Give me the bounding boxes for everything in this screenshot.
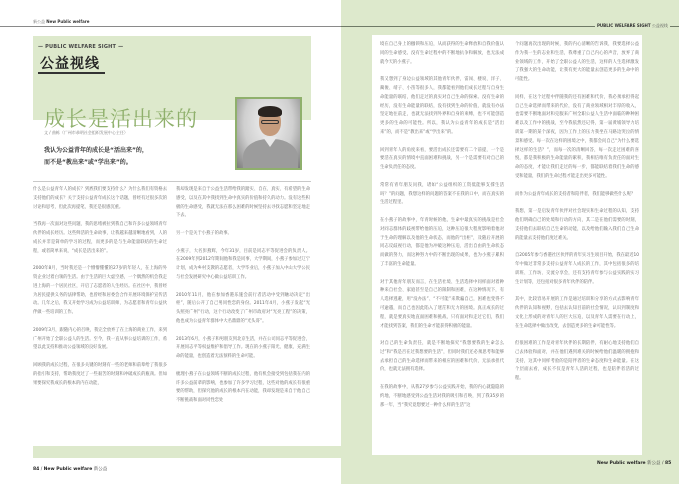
folio-cn: 新公益: [647, 461, 661, 466]
paragraph: 但很困难的工作是对青年伙伴的长期陪伴，有耐心地支持他们自己去体验和面对，并在他们遇到难关的时候给他们温暖的拥抱和支持，这其中同样考验的是陪伴者的生命态度和生命能量。在这个层面去看，成长不仅是青年人活的过程，也是陪伴者活的过程。: [515, 341, 639, 382]
running-head-en: New Public welfare: [46, 19, 90, 24]
paragraph: 我又想到了身边公益领域的其他青年伙伴，雷闯、楼说、洋子、蔺俊、靖子、小笛等很多人，我都能看到他们成长过程与自身生命能量的联结，他们走过的真实对自己生命的探索。没有生命的经历，没有生命能量的联结，没有找到生命的价值，就没有办法坚定地往前走，也就无法找到外界和自身的束缚，也不可能创造更多的生命的可能性。所以，我认为公益青年的成长是“活出来”的，而不是“教出来”或“学出来”的。: [380, 77, 504, 135]
author-portrait: [235, 97, 302, 170]
divider: [33, 181, 311, 182]
glasses-icon: [261, 120, 279, 124]
left-column-2: [176, 186, 310, 415]
paragraph: 小燕子，大名彭燕辉，今年31岁，目前是同志平等促进会的负责人。在2009年到2012年期间他和我是同事，大学期间，小燕子参加过辽宁计划，成为乡村支教的志愿者，大学毕业后，小燕子加入中山大学公民与社会发展研究中心做公益培训工作。: [176, 248, 310, 280]
paragraph: 对自己的生命负责任，就是不断地探究“我想要我的生命怎么过”和“我是否在过我想要的生活”，但同时我们还必须思考和能够去承担自己的生命选择而带来的相应的困难和代价，无法承担代价，也就无法拥有选择。: [380, 341, 504, 373]
left-column-1: [33, 186, 167, 397]
footer-band: [33, 446, 341, 458]
paragraph: 我想，第一是启发青年伙伴对社会现实和生命过程的认知，支持他们明确自己的处境和行动的方向，其二是在他们需要的时刻，支持他们去联结自己生命的动能，以及给他们输入我们自己生命的能量去支持他们度过难关。: [515, 209, 639, 241]
paragraph: 当我再一次面对这些问题，我的思绪被拉到我自己和许多公益领域青年伙伴的成长经历。这些鲜活的生命故事，让我越来越清晰地看到，人的成长并非是简单的学习的过程，而更多的是与生命能量联结的生命过程，或者简单来说，“成长是活出来的”。: [33, 222, 167, 254]
paragraph: 什么是公益青年人的成长？到底我们要支持什么？为什么我们有资格去支持他们的成长？关于支持公益青年成长这个话题，曾经有过很多次的讨论和思考，但此次再提笔，我还是很感沉重。: [33, 187, 167, 210]
running-head-left: [33, 19, 89, 25]
paragraph: 在小燕子的故事中，年青时候的他，生命中最真实的挑战是社会对同志群体的歧视带给他的压迫，这种压迫很大程度影响着他对于生命的理解以及他的生命状态，而他的“出柜”，及随后开展的同志反歧视行动，都是他为冲破这种压迫、活出自由的生命状态而做的努力，而这种努力中的不断出现的成果，也为小燕子累积了丰富的生命能量。: [380, 217, 504, 267]
portrait-hair: [258, 106, 282, 117]
paragraph: 对于其他青年朋友而言，在生活社境、生活选择中同样面对着种种来自社会、家庭甚至是自己的限制和困难，在这种情况下，有人选择逃避，用“没办法”、“不可能”来欺骗自己，困难也变得不可逾越，而自己也因此陷入了迷茫和无力的困境。真正成长的过程，就是要真实地直面困难和挑战，只有面对和走过它们，我们才能找到答案，我们的生命才能获得积极的能量。: [380, 279, 504, 329]
folio-en: New Public welfare: [597, 461, 646, 466]
paragraph: 回顾我的成长过程，在很多关键的时刻有一些的老师和前辈给了我很多的指引和支持，帮助我度过了一些艰苦的时刻和冲破成长的瓶颈。但如果要探究我成长的根本的内在动能，: [33, 362, 167, 386]
section-kicker: — PUBLIC WELFARE SIGHT —: [38, 44, 124, 50]
running-head-en: PUBLIC WELFARE SIGHT: [597, 23, 651, 28]
paragraph: 2009年3月，跟随内心的召唤，我完全放弃了在上海的商业工作，来到广州开始了全职公益人的生活。至今，我一直从事公益培训的工作，希望以此支持和推动公益领域的良好发展。: [33, 327, 167, 351]
paragraph: 我却发现是来自于公益生活带给我的踏实、自在、真实、有希望的生命感受，以及在其中我找到生命中真实的价值和持久的动力。没有这些积极的生命感受，我就无法在那么困难的时候坚持去寻找志愿和坚定地走下去。: [176, 187, 310, 219]
paragraph: 回到青年人的角度来看，要活出成长还需要有二个前提，一个是要活在真实的情境中直面困难和挑战，另一个是需要有对自己的生命负责任的态度。: [380, 147, 504, 171]
folio-cn: 新公益: [93, 467, 108, 472]
paragraph: 个问题再次出现的时候，我的内心清晰的告诉我，我要选择公益作为我一生的志业和生活，我尊重了自己内心的声音，放弃了商业领域的工作，开始了全职公益人的生活，这样的人生选择激发了我强大的生命动能，让我有更大的能量去创造更多的生命中的可能性。: [515, 42, 639, 83]
pullquote-line: 而不是“教出来”或“学出来”的。: [44, 159, 132, 166]
header-rule: [0, 26, 341, 27]
paragraph: 2000年8月，当时我还是一个懵懵懂懂的27岁的年轻人，在上海的外资企业过着白领的生活。由于生活的巨大虚空感，一个偶然的机会我走进上海的一个居民社区，开启了志愿者的人生经历。在社区中，我曾经为居民提供义务的法律帮助，也曾经和居委会合作开展环境保护宣传活动。几年之后，我又开始学习成为公益培训师，为志愿者和青年公益伙伴做一些培训的工作。: [33, 266, 167, 316]
paragraph: 常常有青年朋友问我，诸如“公益组织的工资低能够支撑生活吗？”的问题，我想这样的问题的答案不在我的口中，而在真实的生活过程里。: [380, 182, 504, 206]
article-title: 成长是活出来的: [44, 107, 198, 131]
page-number: 84: [33, 467, 40, 472]
paragraph: 境在自己身上的枷锁和压迫，从而获得的生命释放和自我价值认同的生命感受。没有生命过程中的不断地抗争和解放，也无法成就今天的小燕子。: [380, 42, 504, 65]
paragraph: 梳理小燕子在公益领域不断的成长过程，他有机会接受到包括我在内的许多公益前辈的影响，也参加了许多学习过程，这些对他的成长有很重要的帮助，但探究他的成长的根本内在动能，我却发现是来自于他自己不断挑战和面对同性恋处: [176, 371, 310, 404]
folio-en: New Public welfare: [43, 467, 93, 472]
paragraph: 而作为公益青年成长的支持者和陪伴者，我们能够做些什么呢？: [515, 191, 636, 197]
paragraph: 2013年6月，小燕子和男朋友到北京生活，并在公司同志平等促进会，开展同志平等权益维护和倡导工作。现在的小燕子阳光、健康、充满生命的能量，也创造着无法预料的生命可能。: [176, 336, 310, 360]
page-number: 85: [664, 461, 672, 466]
byline: 文 / 曲栋（广州市恭明社会组织发展中心主任）: [44, 130, 128, 135]
section-title: 公益视线: [40, 56, 100, 72]
pullquote: [44, 145, 148, 169]
paragraph: 自2005年参与香港社区伙伴的青年实习生项目开始，我在最近10年中做过非常多支持公益青年人成长的工作，其中包括很多的培训班、工作坊、交流分享会，还有支持青年参与公益实践的实习生计划等，还包括对很多青年伙伴的陪伴。: [515, 253, 639, 285]
paragraph: 同样，在这个过程中伴随我的还有困难和代价，我必须承担得起自己生命选择而带来的代价，没有了商业领域相对丰厚的收入，也需要不断地面对和克服来广州全职公益人生活中面临的种种困难以及工作中的挑战，至今我依然还记得，第一届黄埔领导力培训第一期的某个深夜，因为工作上的压力我坐在马路边哭泣的情景和感受。每一次在这样的困境之中，我都会问自己“为什么要选择这样的生活？”，而每一次的清晰回答，每一次走过困难的喜悦，都是我积极的生命能量的累积，我相信唯有负责任的面对生命的态度，才能让我们走过的每一步，都能联结着我们生命的感受和能量，我们的生命过程才能走出更多可能性。: [515, 94, 639, 179]
paragraph: 其中，比较容易开展的工作是通过培训和分享的方式去影响青年伙伴的认知和视野，包括去认知目前的社会情况，认识到制度和文化上形成的对青年人的巨大压迫，以及青年人需要在行动上，在生命选择中做出改变，去创造更多的生命可能性等。: [515, 297, 639, 329]
right-column-1: [380, 41, 504, 419]
paragraph: 在我的故事中，从我27岁参与公益实践开始，我的内心就隐隐的约地，不断地感受到公益生活对我的吸引和召唤，到了我35岁的那一年，当“我究竟想要过一种什么样的生活”这: [380, 385, 504, 408]
pullquote-line: 我认为公益青年的成长是“活出来”的，: [44, 147, 148, 154]
paragraph: 2010年11月，他在参加香港乐施会前行者活动中受到触动决定“出柜”，随后公开了自己男同性恋的身份。2011年4月，小燕子发起“光头照亮广州”行动，这个行动改变了广州市政府对“光亮工程”的决策，他也成为公益青年群体中大名鼎鼎的“光头哥”。: [176, 292, 310, 324]
running-head-right: [595, 23, 670, 29]
running-head-cn: 新公益: [33, 19, 45, 24]
section-underline: [38, 72, 105, 74]
paragraph: 另一个是关于小燕子的故事。: [176, 230, 232, 236]
running-head-cn: 公益视线: [651, 23, 668, 28]
folio-right: New Public welfare 新公益 / 85: [597, 461, 672, 466]
right-column-2: [515, 41, 639, 393]
folio-left: 84 / New Public welfare 新公益: [33, 467, 108, 472]
